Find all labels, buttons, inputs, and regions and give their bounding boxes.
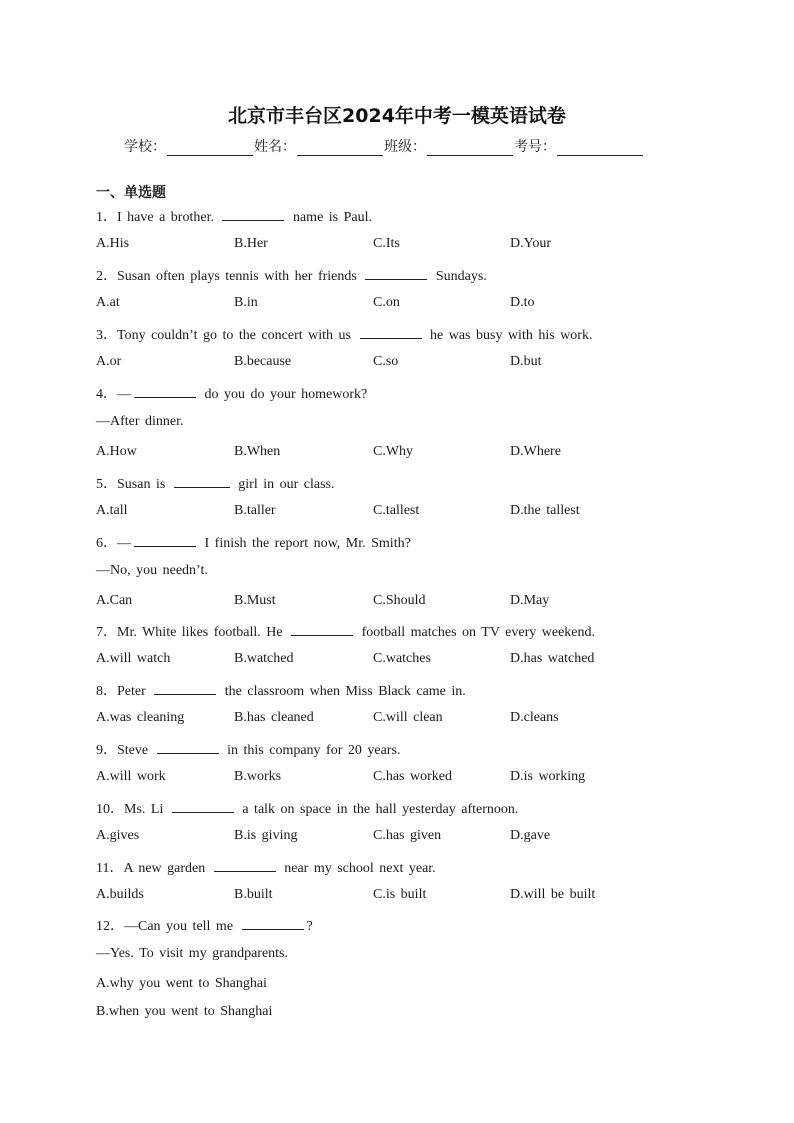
name-blank[interactable] <box>297 140 383 156</box>
question-3-stem: 3．Tony couldn’t go to the concert with us he was busy with his work. <box>96 328 593 343</box>
question-5-stem: 5．Susan is girl in our class. <box>96 477 335 492</box>
option-c[interactable]: C.has worked <box>373 769 452 784</box>
option-c[interactable]: C.so <box>373 354 399 369</box>
answer-blank <box>365 267 427 280</box>
answer-blank <box>172 800 234 813</box>
option-b[interactable]: B.when you went to Shanghai <box>96 1004 273 1019</box>
option-c[interactable]: C.Should <box>373 593 426 608</box>
answer-blank <box>154 682 216 695</box>
student-info-row <box>124 136 644 156</box>
option-b[interactable]: B.Must <box>234 593 276 608</box>
question-4-reply: —After dinner. <box>96 414 184 429</box>
option-d[interactable]: D.Your <box>510 236 551 251</box>
question-7-options <box>96 651 716 671</box>
question-4-options <box>96 444 716 464</box>
class-blank[interactable] <box>427 140 513 156</box>
option-d[interactable]: D.has watched <box>510 651 595 666</box>
option-a[interactable]: A.at <box>96 295 120 310</box>
school-label: 学校： <box>124 139 166 155</box>
option-b[interactable]: B.built <box>234 887 273 902</box>
question-9-stem: 9．Steve in this company for 20 years. <box>96 743 401 758</box>
option-b[interactable]: B.has cleaned <box>234 710 314 725</box>
question-8-options <box>96 710 716 730</box>
question-4-stem: 4．— do you do your homework? <box>96 387 368 402</box>
question-11-options <box>96 887 716 907</box>
option-c[interactable]: C.is built <box>373 887 427 902</box>
question-3-options <box>96 354 716 374</box>
question-9-options <box>96 769 716 789</box>
option-c[interactable]: C.on <box>373 295 400 310</box>
school-blank[interactable] <box>167 140 253 156</box>
option-b[interactable]: B.Her <box>234 236 268 251</box>
answer-blank <box>134 534 196 547</box>
option-d[interactable]: D.to <box>510 295 535 310</box>
option-c[interactable]: C.tallest <box>373 503 420 518</box>
question-6-stem: 6．— I finish the report now, Mr. Smith? <box>96 536 411 551</box>
answer-blank <box>242 917 304 930</box>
option-a[interactable]: A.Can <box>96 593 133 608</box>
number-label: 考号： <box>514 139 556 155</box>
question-12-reply: —Yes. To visit my grandparents. <box>96 946 289 961</box>
option-a[interactable]: A.builds <box>96 887 144 902</box>
question-12-stem: 12．—Can you tell me ? <box>96 919 313 934</box>
option-b[interactable]: B.watched <box>234 651 294 666</box>
option-a[interactable]: A.gives <box>96 828 140 843</box>
option-a[interactable]: A.why you went to Shanghai <box>96 976 267 991</box>
question-11-stem: 11．A new garden near my school next year. <box>96 861 436 876</box>
question-10-options <box>96 828 716 848</box>
option-d[interactable]: D.gave <box>510 828 551 843</box>
option-d[interactable]: D.is working <box>510 769 586 784</box>
option-c[interactable]: C.will clean <box>373 710 443 725</box>
option-a[interactable]: A.tall <box>96 503 128 518</box>
option-a[interactable]: A.His <box>96 236 130 251</box>
answer-blank <box>214 859 276 872</box>
option-a[interactable]: A.or <box>96 354 122 369</box>
option-d[interactable]: D.but <box>510 354 542 369</box>
option-d[interactable]: D.May <box>510 593 550 608</box>
answer-blank <box>157 741 219 754</box>
option-c[interactable]: C.Its <box>373 236 400 251</box>
answer-blank <box>134 385 196 398</box>
class-label: 班级： <box>384 139 426 155</box>
question-7-stem: 7．Mr. White likes football. He football matches on TV every weekend. <box>96 625 596 640</box>
question-2-stem: 2．Susan often plays tennis with her friends Sundays. <box>96 269 487 284</box>
option-d[interactable]: D.cleans <box>510 710 559 725</box>
option-c[interactable]: C.watches <box>373 651 431 666</box>
option-c[interactable]: C.has given <box>373 828 442 843</box>
question-10-stem: 10．Ms. Li a talk on space in the hall yesterday afternoon. <box>96 802 519 817</box>
option-a[interactable]: A.will watch <box>96 651 171 666</box>
exam-title: 北京市丰台区2024年中考一模英语试卷 <box>228 105 566 127</box>
option-d[interactable]: D.will be built <box>510 887 596 902</box>
answer-blank <box>222 208 284 221</box>
option-b[interactable]: B.taller <box>234 503 276 518</box>
option-d[interactable]: D.Where <box>510 444 561 459</box>
option-c[interactable]: C.Why <box>373 444 414 459</box>
question-1-options <box>96 236 716 256</box>
section-title: 一、单选题 <box>96 185 166 201</box>
answer-blank <box>360 326 422 339</box>
option-a[interactable]: A.How <box>96 444 137 459</box>
option-d[interactable]: D.the tallest <box>510 503 580 518</box>
option-a[interactable]: A.was cleaning <box>96 710 185 725</box>
answer-blank <box>174 475 230 488</box>
question-5-options <box>96 503 716 523</box>
number-blank[interactable] <box>557 140 643 156</box>
question-1-stem: 1．I have a brother. name is Paul. <box>96 210 373 225</box>
option-b[interactable]: B.works <box>234 769 282 784</box>
option-b[interactable]: B.is giving <box>234 828 298 843</box>
answer-blank <box>291 623 353 636</box>
name-label: 姓名： <box>254 139 296 155</box>
option-a[interactable]: A.will work <box>96 769 166 784</box>
question-2-options <box>96 295 716 315</box>
option-b[interactable]: B.in <box>234 295 258 310</box>
question-6-reply: —No, you needn’t. <box>96 563 208 578</box>
option-b[interactable]: B.because <box>234 354 292 369</box>
question-8-stem: 8．Peter the classroom when Miss Black came in. <box>96 684 466 699</box>
option-b[interactable]: B.When <box>234 444 281 459</box>
question-6-options <box>96 593 716 613</box>
